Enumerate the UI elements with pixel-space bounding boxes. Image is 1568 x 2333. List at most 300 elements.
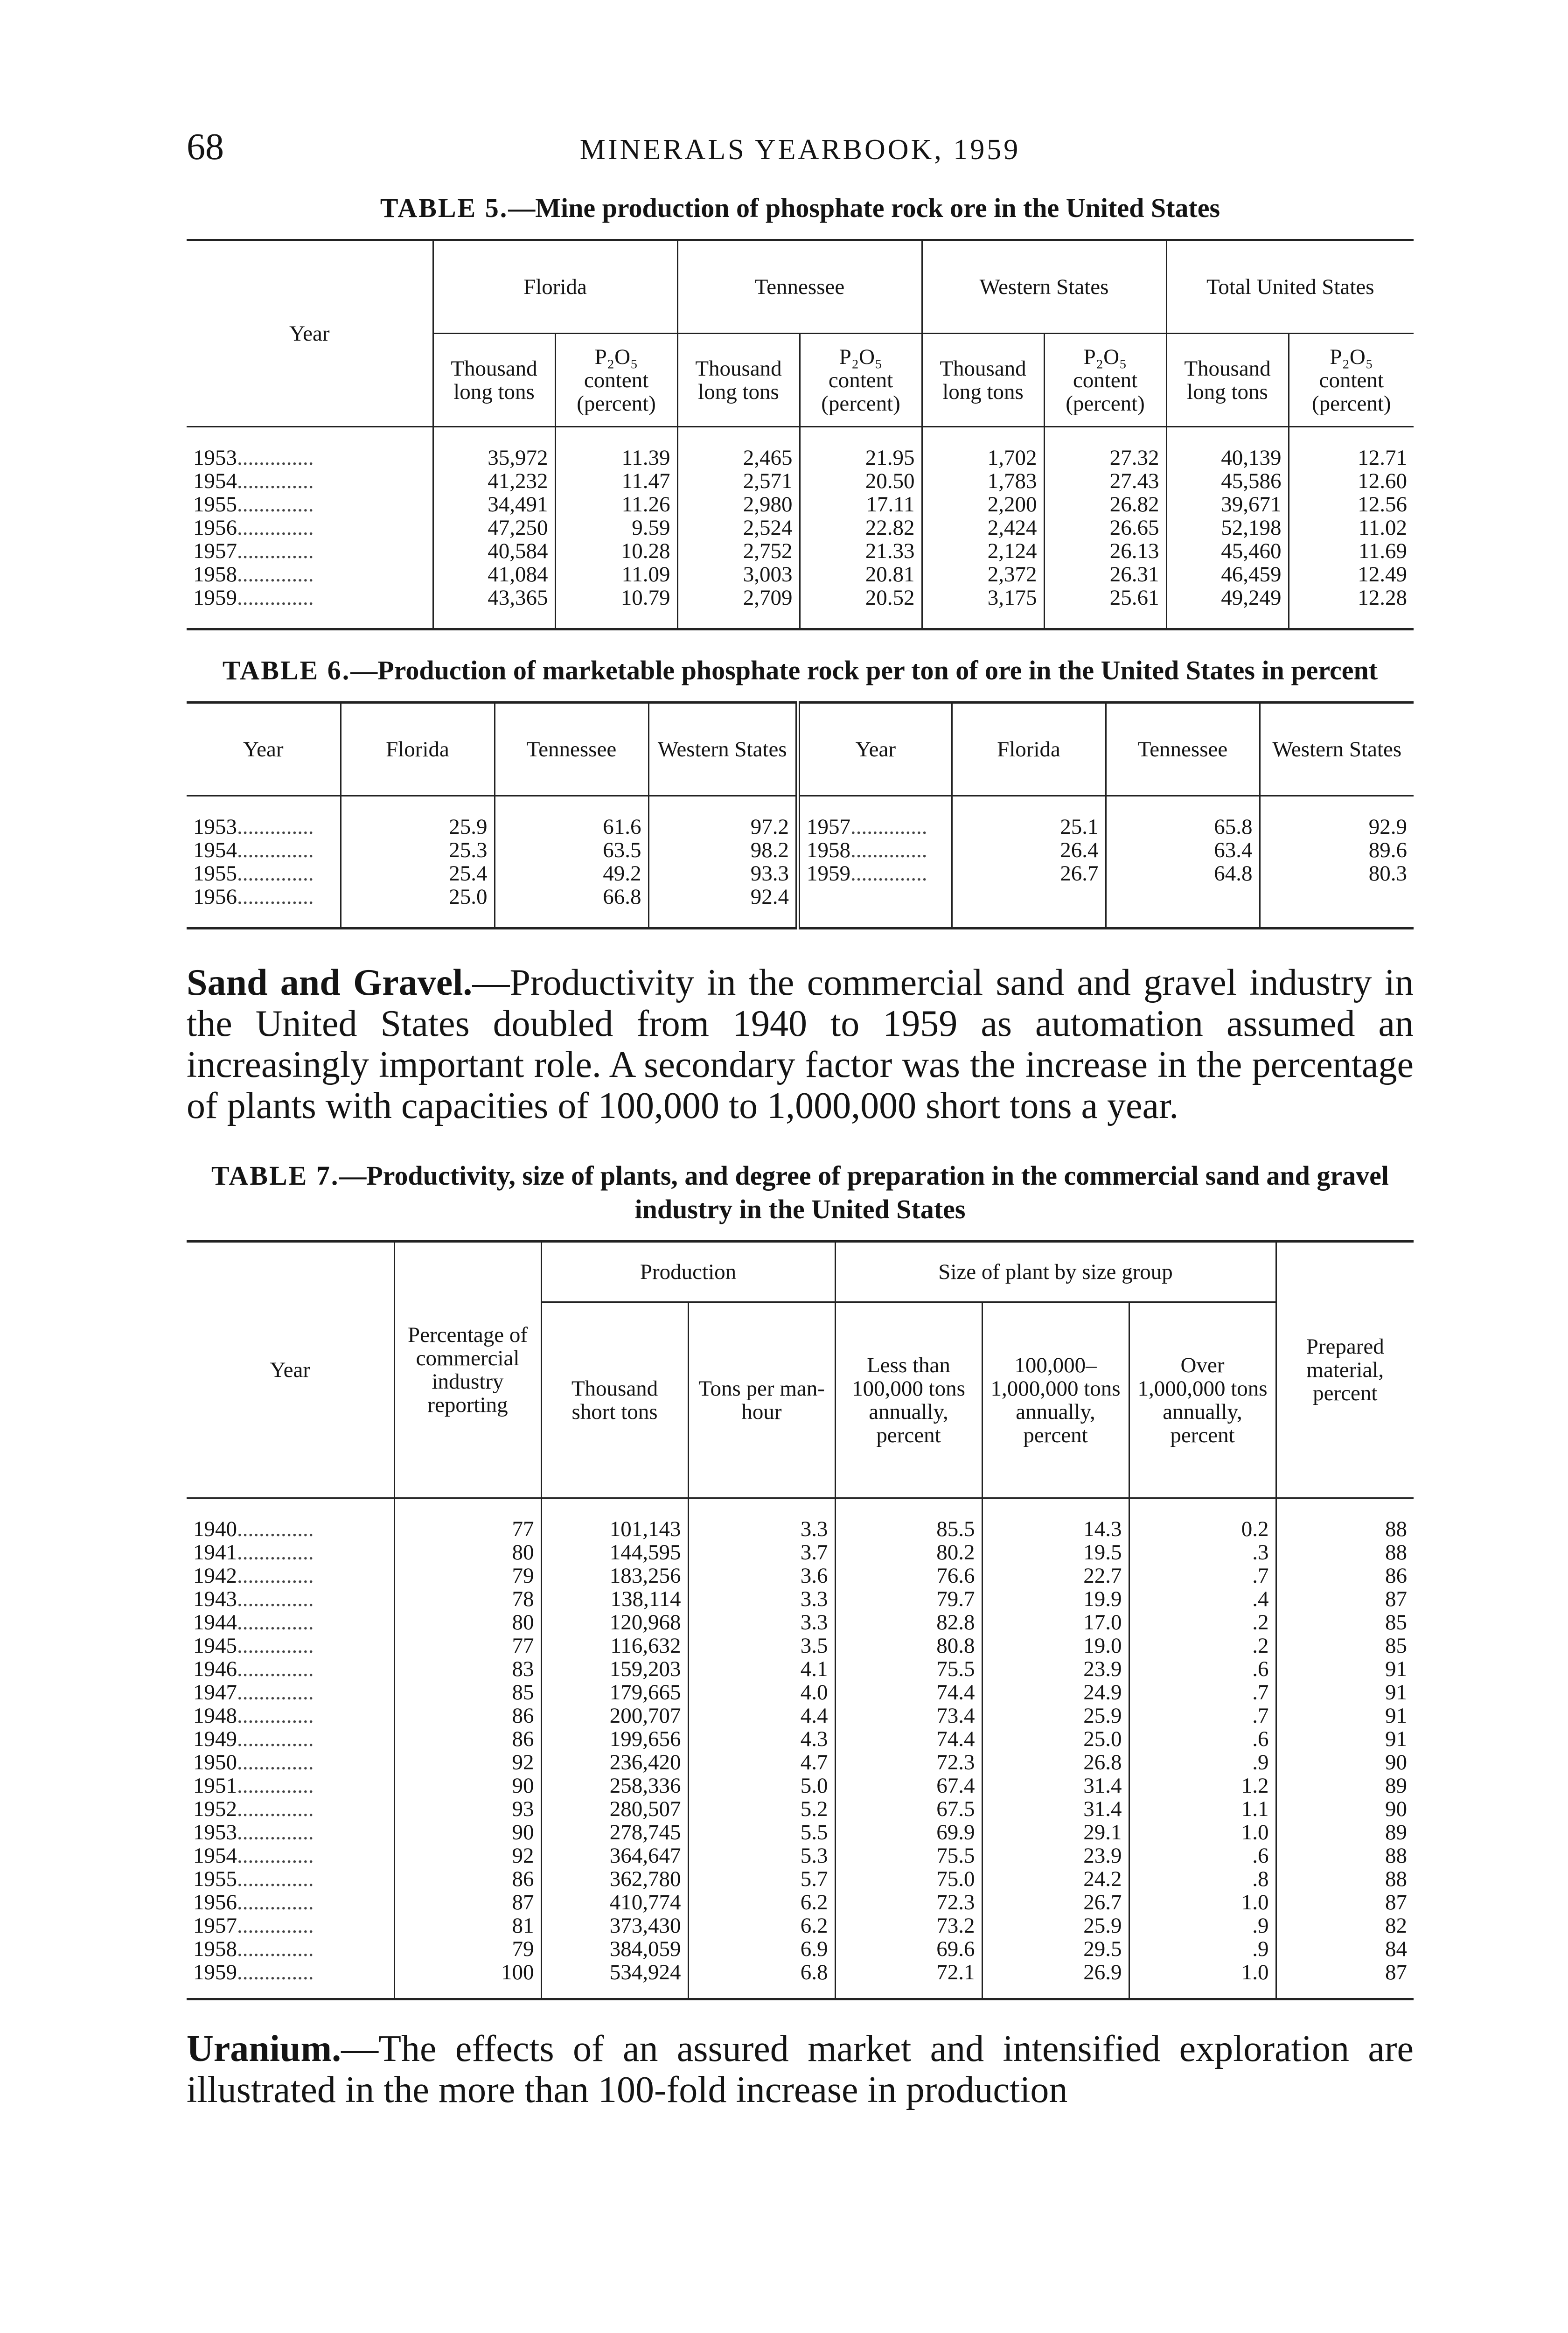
year-cell bbox=[187, 1611, 394, 1634]
table7-row bbox=[187, 1891, 1414, 1914]
table6-caption: —Production of marketable phosphate rock per ton of ore in the United States in percent bbox=[350, 655, 1378, 685]
leader-dots: .............. bbox=[237, 1587, 314, 1611]
table7-cell: 92 bbox=[394, 1844, 541, 1867]
year-label: 1959 bbox=[193, 1960, 237, 1984]
table5-cell: 20.81 bbox=[800, 563, 922, 586]
year-cell bbox=[187, 1821, 394, 1844]
table7-cell: 5.7 bbox=[688, 1867, 835, 1891]
leader-dots: .............. bbox=[237, 1844, 314, 1868]
leader-dots: .............. bbox=[237, 1914, 314, 1938]
table7-cell: 72.1 bbox=[835, 1961, 982, 1999]
table7-cell: 86 bbox=[394, 1727, 541, 1751]
table5-cell: 2,571 bbox=[677, 469, 800, 493]
table7-cell: 80 bbox=[394, 1541, 541, 1564]
table7-cell: 1.0 bbox=[1129, 1961, 1276, 1999]
table7-cell: 26.7 bbox=[982, 1891, 1129, 1914]
table7-cell: 87 bbox=[1276, 1961, 1414, 1999]
table7-cell: 90 bbox=[394, 1821, 541, 1844]
table7-cell: 89 bbox=[1276, 1774, 1414, 1797]
leader-dots: .............. bbox=[237, 1680, 314, 1704]
table6-cell: 97.2 bbox=[648, 796, 798, 839]
year-cell bbox=[187, 1634, 394, 1657]
table7-row bbox=[187, 1498, 1414, 1541]
table7-cell: 3.5 bbox=[688, 1634, 835, 1657]
table6-cell: 25.1 bbox=[952, 796, 1106, 839]
table7-cell: .3 bbox=[1129, 1541, 1276, 1564]
leader-dots: .............. bbox=[237, 1610, 314, 1634]
table7-cell: 86 bbox=[1276, 1564, 1414, 1587]
table5-cell: 12.28 bbox=[1289, 586, 1414, 629]
table7-row bbox=[187, 1937, 1414, 1961]
table6-header-tennessee: Tennessee bbox=[495, 703, 648, 796]
running-title: MINERALS YEARBOOK, 1959 bbox=[579, 134, 1021, 166]
table7-sub-less: Less than 100,000 tons annually, percent bbox=[835, 1302, 982, 1498]
table7-cell: 138,114 bbox=[541, 1587, 688, 1611]
year-cell bbox=[187, 1727, 394, 1751]
table7-cell: 82.8 bbox=[835, 1611, 982, 1634]
table7-row bbox=[187, 1914, 1414, 1937]
table7-cell: 24.9 bbox=[982, 1681, 1129, 1704]
table5-sub-tons: Thousand long tons bbox=[922, 334, 1044, 427]
table6-cell: 66.8 bbox=[495, 885, 648, 929]
table5-cell: 11.69 bbox=[1289, 539, 1414, 563]
table7-row bbox=[187, 1657, 1414, 1681]
table7-cell: 362,780 bbox=[541, 1867, 688, 1891]
year-cell bbox=[187, 1914, 394, 1937]
table6-header-tennessee: Tennessee bbox=[1106, 703, 1260, 796]
table7-cell: 72.3 bbox=[835, 1891, 982, 1914]
table7-cell: 120,968 bbox=[541, 1611, 688, 1634]
leader-dots: .............. bbox=[237, 1727, 314, 1751]
table5-cell: 26.82 bbox=[1044, 493, 1166, 516]
sand-gravel-paragraph bbox=[187, 962, 1414, 1126]
table7-cell: 3.7 bbox=[688, 1541, 835, 1564]
table5-body bbox=[187, 427, 1414, 629]
table5-cell: 40,584 bbox=[433, 539, 555, 563]
table7-prepared-header: Prepared material, percent bbox=[1276, 1242, 1414, 1498]
year-cell bbox=[187, 796, 341, 839]
table7-cell: 25.9 bbox=[982, 1704, 1129, 1727]
table7-row bbox=[187, 1774, 1414, 1797]
table7-cell: .2 bbox=[1129, 1611, 1276, 1634]
table7-cell: 116,632 bbox=[541, 1634, 688, 1657]
table7-cell: 90 bbox=[1276, 1797, 1414, 1821]
leader-dots: .............. bbox=[237, 516, 314, 540]
table7-row bbox=[187, 1797, 1414, 1821]
table5-cell: 21.33 bbox=[800, 539, 922, 563]
table5-cell: 11.02 bbox=[1289, 516, 1414, 539]
table6-cell: 25.0 bbox=[341, 885, 495, 929]
table6-header-western: Western States bbox=[1260, 703, 1414, 796]
leader-dots: .............. bbox=[237, 1750, 314, 1774]
table5-sub-p2o5: P₂O₅ content (percent) bbox=[1289, 334, 1414, 427]
table5-cell: 12.49 bbox=[1289, 563, 1414, 586]
year-cell bbox=[798, 796, 952, 839]
year-cell bbox=[187, 1657, 394, 1681]
table7-cell: 23.9 bbox=[982, 1657, 1129, 1681]
table7-cell: 79 bbox=[394, 1564, 541, 1587]
table7-cell: 75.0 bbox=[835, 1867, 982, 1891]
table7-cell: 534,924 bbox=[541, 1961, 688, 1999]
table7-cell: 79.7 bbox=[835, 1587, 982, 1611]
year-label: 1952 bbox=[193, 1797, 237, 1821]
year-cell bbox=[187, 1797, 394, 1821]
table7-cell: 31.4 bbox=[982, 1774, 1129, 1797]
table5-cell: 46,459 bbox=[1166, 563, 1289, 586]
year-label: 1959 bbox=[807, 861, 850, 886]
table7-cell: 0.2 bbox=[1129, 1498, 1276, 1541]
table5-cell: 1,783 bbox=[922, 469, 1044, 493]
table7-cell: 364,647 bbox=[541, 1844, 688, 1867]
table7-cell: 4.1 bbox=[688, 1657, 835, 1681]
year-label: 1944 bbox=[193, 1610, 237, 1634]
table6-cell: 89.6 bbox=[1260, 838, 1414, 862]
table5-cell: 2,709 bbox=[677, 586, 800, 629]
year-label: 1946 bbox=[193, 1657, 237, 1681]
table7-cell: 91 bbox=[1276, 1681, 1414, 1704]
table7-cell: 91 bbox=[1276, 1657, 1414, 1681]
table7-cell: 101,143 bbox=[541, 1498, 688, 1541]
table5-cell: 3,003 bbox=[677, 563, 800, 586]
table7-year-header: Year bbox=[270, 1358, 311, 1382]
table7-cell: 69.9 bbox=[835, 1821, 982, 1844]
year-label: 1954 bbox=[193, 469, 237, 493]
year-label: 1943 bbox=[193, 1587, 237, 1611]
year-label: 1953 bbox=[193, 815, 237, 839]
year-cell bbox=[187, 1564, 394, 1587]
leader-dots: .............. bbox=[850, 861, 927, 886]
table7-cell: 22.7 bbox=[982, 1564, 1129, 1587]
sand-gravel-text: —Productivity in the commercial sand and gravel industry in the United States doubled from 1940 to 1959 as automation assumed an increasingly important role. A secondary factor was the increase in the percentage of plants with capacities of 100,000 to 1,000,000 short tons a year. bbox=[187, 962, 1414, 1126]
table7-cell: 67.5 bbox=[835, 1797, 982, 1821]
table6-row bbox=[187, 796, 1414, 839]
table6-empty-cell bbox=[798, 885, 952, 929]
table7-cell: 5.0 bbox=[688, 1774, 835, 1797]
table7-row bbox=[187, 1587, 1414, 1611]
uranium-text: —The effects of an assured market and intensified exploration are illustrated in the more than 100-fold increase in production bbox=[187, 2028, 1414, 2110]
table5-cell: 2,752 bbox=[677, 539, 800, 563]
table7-cell: 72.3 bbox=[835, 1751, 982, 1774]
leader-dots: .............. bbox=[237, 446, 314, 470]
table7-cell: 19.5 bbox=[982, 1541, 1129, 1564]
table5-cell: 3,175 bbox=[922, 586, 1044, 629]
leader-dots: .............. bbox=[850, 838, 927, 862]
table7-cell: 77 bbox=[394, 1498, 541, 1541]
table5-sub-tons: Thousand long tons bbox=[433, 334, 555, 427]
year-label: 1954 bbox=[193, 1844, 237, 1868]
table5-cell: 11.26 bbox=[555, 493, 677, 516]
table5-caption: —Mine production of phosphate rock ore in the United States bbox=[508, 193, 1220, 223]
table5-cell: 2,524 bbox=[677, 516, 800, 539]
year-cell bbox=[187, 1961, 394, 1999]
leader-dots: .............. bbox=[237, 1797, 314, 1821]
table6-cell: 26.4 bbox=[952, 838, 1106, 862]
table7-cell: 4.4 bbox=[688, 1704, 835, 1727]
table7-cell: 75.5 bbox=[835, 1657, 982, 1681]
table5-cell: 26.31 bbox=[1044, 563, 1166, 586]
leader-dots: .............. bbox=[237, 1890, 314, 1914]
table7-cell: 92 bbox=[394, 1751, 541, 1774]
table7-cell: 77 bbox=[394, 1634, 541, 1657]
table7-cell: 3.3 bbox=[688, 1611, 835, 1634]
table7-cell: 4.0 bbox=[688, 1681, 835, 1704]
table7-cell: 5.2 bbox=[688, 1797, 835, 1821]
table7-cell: 410,774 bbox=[541, 1891, 688, 1914]
table7-cell: 17.0 bbox=[982, 1611, 1129, 1634]
table7-row bbox=[187, 1844, 1414, 1867]
table7-cell: 25.0 bbox=[982, 1727, 1129, 1751]
table6-cell: 26.7 bbox=[952, 862, 1106, 885]
table5-group-total: Total United States bbox=[1166, 240, 1414, 334]
table7-cell: 81 bbox=[394, 1914, 541, 1937]
table6-row bbox=[187, 885, 1414, 929]
table7-cell: 278,745 bbox=[541, 1821, 688, 1844]
table7-cell: 29.5 bbox=[982, 1937, 1129, 1961]
table7-cell: 84 bbox=[1276, 1937, 1414, 1961]
year-label: 1956 bbox=[193, 885, 237, 909]
table7-cell: 179,665 bbox=[541, 1681, 688, 1704]
table7-cell: 76.6 bbox=[835, 1564, 982, 1587]
table7-cell: .7 bbox=[1129, 1681, 1276, 1704]
table6-header-year: Year bbox=[243, 737, 284, 761]
table5-cell: 11.47 bbox=[555, 469, 677, 493]
table7-sub-thousand: Thousand short tons bbox=[541, 1302, 688, 1498]
year-cell bbox=[798, 862, 952, 885]
table7-cell: 280,507 bbox=[541, 1797, 688, 1821]
table7-row bbox=[187, 1681, 1414, 1704]
table7-row bbox=[187, 1704, 1414, 1727]
table7-cell: .9 bbox=[1129, 1751, 1276, 1774]
table7-cell: 91 bbox=[1276, 1704, 1414, 1727]
table7-cell: 1.0 bbox=[1129, 1821, 1276, 1844]
year-cell bbox=[187, 1774, 394, 1797]
table5-row bbox=[187, 493, 1414, 516]
table7-cell: 90 bbox=[394, 1774, 541, 1797]
table6-cell: 92.9 bbox=[1260, 796, 1414, 839]
table6-cell: 98.2 bbox=[648, 838, 798, 862]
table7-cell: 87 bbox=[1276, 1587, 1414, 1611]
table5-cell: 11.09 bbox=[555, 563, 677, 586]
leader-dots: .............. bbox=[237, 1820, 314, 1844]
table5-row bbox=[187, 563, 1414, 586]
table5-cell: 26.13 bbox=[1044, 539, 1166, 563]
table7-cell: .7 bbox=[1129, 1564, 1276, 1587]
table7-cell: .4 bbox=[1129, 1587, 1276, 1611]
table5-cell: 22.82 bbox=[800, 516, 922, 539]
table6-header-year: Year bbox=[798, 703, 952, 796]
table7-cell: 74.4 bbox=[835, 1727, 982, 1751]
year-label: 1956 bbox=[193, 516, 237, 540]
year-cell bbox=[187, 1844, 394, 1867]
leader-dots: .............. bbox=[237, 1564, 314, 1588]
table6-cell: 25.9 bbox=[341, 796, 495, 839]
table7-cell: 236,420 bbox=[541, 1751, 688, 1774]
table5-cell: 45,586 bbox=[1166, 469, 1289, 493]
year-label: 1958 bbox=[193, 1937, 237, 1961]
leader-dots: .............. bbox=[237, 1774, 314, 1798]
year-label: 1955 bbox=[193, 492, 237, 517]
year-cell bbox=[187, 563, 433, 586]
uranium-paragraph bbox=[187, 2028, 1414, 2110]
table5-cell: 34,491 bbox=[433, 493, 555, 516]
year-label: 1941 bbox=[193, 1540, 237, 1565]
leader-dots: .............. bbox=[237, 838, 314, 862]
table7-cell: 69.6 bbox=[835, 1937, 982, 1961]
table7-sub-over: Over 1,000,000 tons annually, percent bbox=[1129, 1302, 1276, 1498]
table6-cell: 93.3 bbox=[648, 862, 798, 885]
table5-cell: 12.56 bbox=[1289, 493, 1414, 516]
table5-cell: 45,460 bbox=[1166, 539, 1289, 563]
table6-cell: 63.5 bbox=[495, 838, 648, 862]
table7-cell: 258,336 bbox=[541, 1774, 688, 1797]
table7-cell: 91 bbox=[1276, 1727, 1414, 1751]
table5-group-western: Western States bbox=[922, 240, 1166, 334]
year-cell bbox=[187, 539, 433, 563]
table7-cell: 19.9 bbox=[982, 1587, 1129, 1611]
table5 bbox=[187, 239, 1414, 630]
table7-cell: 24.2 bbox=[982, 1867, 1129, 1891]
table7-cell: 90 bbox=[1276, 1751, 1414, 1774]
table7-cell: .6 bbox=[1129, 1844, 1276, 1867]
table5-cell: 2,124 bbox=[922, 539, 1044, 563]
table6-cell: 61.6 bbox=[495, 796, 648, 839]
table5-cell: 35,972 bbox=[433, 427, 555, 470]
year-cell bbox=[187, 1751, 394, 1774]
table6 bbox=[187, 701, 1414, 929]
table7-cell: 86 bbox=[394, 1704, 541, 1727]
table7-cell: 199,656 bbox=[541, 1727, 688, 1751]
table7-title bbox=[187, 1159, 1414, 1226]
table5-row bbox=[187, 469, 1414, 493]
table7-sub-tons-per: Tons per man-hour bbox=[688, 1302, 835, 1498]
year-cell bbox=[798, 838, 952, 862]
table7-cell: 3.6 bbox=[688, 1564, 835, 1587]
table6-cell: 49.2 bbox=[495, 862, 648, 885]
table6-empty-cell bbox=[1106, 885, 1260, 929]
table7-cell: 93 bbox=[394, 1797, 541, 1821]
table6-empty-cell bbox=[952, 885, 1106, 929]
table7-cell: .7 bbox=[1129, 1704, 1276, 1727]
table7-cell: 78 bbox=[394, 1587, 541, 1611]
table7-cell: .9 bbox=[1129, 1937, 1276, 1961]
leader-dots: .............. bbox=[237, 861, 314, 886]
table5-cell: 27.43 bbox=[1044, 469, 1166, 493]
table5-cell: 2,980 bbox=[677, 493, 800, 516]
table7-cell: 6.2 bbox=[688, 1914, 835, 1937]
year-label: 1956 bbox=[193, 1890, 237, 1914]
table7-cell: 88 bbox=[1276, 1844, 1414, 1867]
table7-cell: 19.0 bbox=[982, 1634, 1129, 1657]
table7-cell: 1.0 bbox=[1129, 1891, 1276, 1914]
leader-dots: .............. bbox=[237, 586, 314, 610]
page-number: 68 bbox=[187, 126, 224, 168]
table6-title bbox=[187, 654, 1414, 687]
year-label: 1953 bbox=[193, 1820, 237, 1844]
table5-row bbox=[187, 427, 1414, 470]
year-label: 1945 bbox=[193, 1634, 237, 1658]
year-cell bbox=[187, 1498, 394, 1541]
year-label: 1955 bbox=[193, 861, 237, 886]
table5-cell: 2,200 bbox=[922, 493, 1044, 516]
year-cell bbox=[187, 469, 433, 493]
year-label: 1958 bbox=[807, 838, 850, 862]
year-cell bbox=[187, 1681, 394, 1704]
table7-caption: —Productivity, size of plants, and degree of preparation in the commercial sand and gravel industry in the United States bbox=[339, 1160, 1389, 1224]
table7-number: TABLE 7. bbox=[211, 1160, 340, 1191]
table7-pct-header: Percentage of commercial industry reporting bbox=[394, 1242, 541, 1498]
table5-row bbox=[187, 516, 1414, 539]
leader-dots: .............. bbox=[237, 1634, 314, 1658]
leader-dots: .............. bbox=[237, 469, 314, 493]
year-cell bbox=[187, 885, 341, 929]
table7-cell: 26.9 bbox=[982, 1961, 1129, 1999]
table5-cell: 9.59 bbox=[555, 516, 677, 539]
table7-cell: 6.9 bbox=[688, 1937, 835, 1961]
table7-cell: 159,203 bbox=[541, 1657, 688, 1681]
table7-cell: .2 bbox=[1129, 1634, 1276, 1657]
leader-dots: .............. bbox=[237, 1540, 314, 1565]
table7-cell: 87 bbox=[394, 1891, 541, 1914]
table7-cell: 3.3 bbox=[688, 1498, 835, 1541]
year-label: 1957 bbox=[193, 1914, 237, 1938]
table7-cell: 85 bbox=[394, 1681, 541, 1704]
table7-body bbox=[187, 1498, 1414, 1999]
table7-cell: 23.9 bbox=[982, 1844, 1129, 1867]
year-label: 1947 bbox=[193, 1680, 237, 1704]
table6-header-western: Western States bbox=[648, 703, 798, 796]
table5-cell: 27.32 bbox=[1044, 427, 1166, 470]
table5-cell: 39,671 bbox=[1166, 493, 1289, 516]
leader-dots: .............. bbox=[237, 562, 314, 587]
table7-cell: 83 bbox=[394, 1657, 541, 1681]
table5-group-tennessee: Tennessee bbox=[677, 240, 922, 334]
table6-cell: 64.8 bbox=[1106, 862, 1260, 885]
table5-cell: 17.11 bbox=[800, 493, 922, 516]
leader-dots: .............. bbox=[237, 539, 314, 563]
table5-cell: 41,232 bbox=[433, 469, 555, 493]
year-label: 1953 bbox=[193, 446, 237, 470]
table7-row bbox=[187, 1821, 1414, 1844]
table7-row bbox=[187, 1961, 1414, 1999]
year-cell bbox=[187, 862, 341, 885]
table5-cell: 10.28 bbox=[555, 539, 677, 563]
table7-cell: 80.8 bbox=[835, 1634, 982, 1657]
table5-cell: 12.71 bbox=[1289, 427, 1414, 470]
table7-cell: 73.4 bbox=[835, 1704, 982, 1727]
year-cell bbox=[187, 586, 433, 629]
table5-group-florida: Florida bbox=[433, 240, 677, 334]
leader-dots: .............. bbox=[850, 815, 927, 839]
table5-cell: 1,702 bbox=[922, 427, 1044, 470]
table7-cell: 89 bbox=[1276, 1821, 1414, 1844]
table5-cell: 52,198 bbox=[1166, 516, 1289, 539]
table7-row bbox=[187, 1541, 1414, 1564]
leader-dots: .............. bbox=[237, 815, 314, 839]
table7-cell: 3.3 bbox=[688, 1587, 835, 1611]
table5-row bbox=[187, 539, 1414, 563]
table7-cell: 1.2 bbox=[1129, 1774, 1276, 1797]
table7-row bbox=[187, 1634, 1414, 1657]
document-page bbox=[187, 126, 1414, 2110]
leader-dots: .............. bbox=[237, 1867, 314, 1891]
table7-cell: 74.4 bbox=[835, 1681, 982, 1704]
table7-cell: 67.4 bbox=[835, 1774, 982, 1797]
table7-cell: 200,707 bbox=[541, 1704, 688, 1727]
table5-sub-p2o5: P₂O₅ content (percent) bbox=[1044, 334, 1166, 427]
table5-cell: 47,250 bbox=[433, 516, 555, 539]
table6-cell: 25.4 bbox=[341, 862, 495, 885]
table5-year-header: Year bbox=[289, 321, 330, 346]
